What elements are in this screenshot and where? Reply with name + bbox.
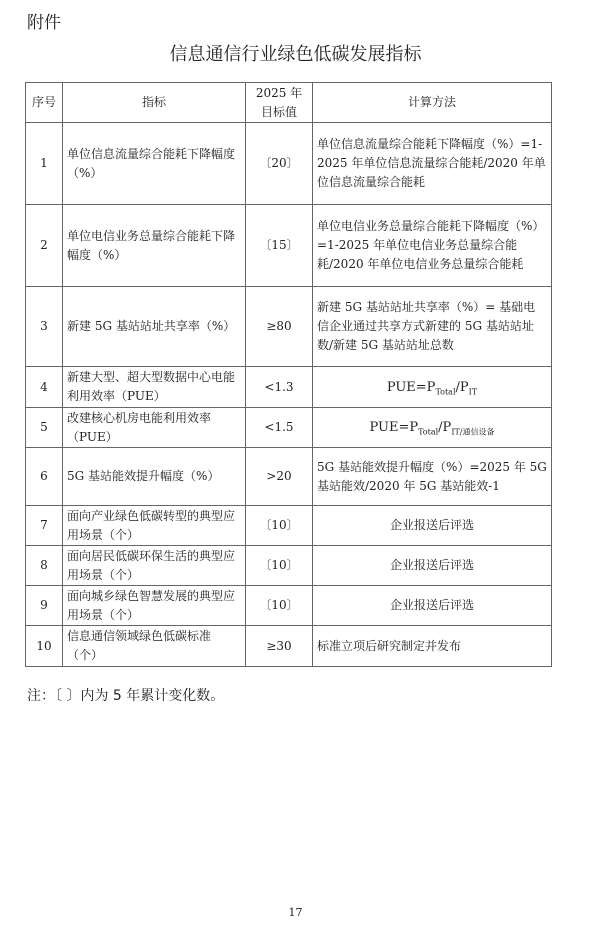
row-number: 5 [26,408,63,448]
table-row [26,367,552,408]
table-row [26,586,552,626]
indicator-cell: 新建大型、超大型数据中心电能利用效率（PUE） [63,367,246,408]
row-number: 2 [26,205,63,287]
indicator-cell: 信息通信领域绿色低碳标准（个） [63,626,246,667]
formula-text: PUE=P [386,379,436,395]
target-cell: 〔20〕 [246,123,313,205]
column-header-no: 序号 [26,83,63,123]
row-number: 8 [26,546,63,586]
row-number: 10 [26,626,63,667]
formula-subscript: IT/通信设备 [451,427,495,437]
table-row [26,546,552,586]
method-cell [313,367,552,408]
row-number: 7 [26,506,63,546]
formula-subscript: Total [435,387,456,397]
method-cell: 5G 基站能效提升幅度（%）=2025 年 5G 基站能效/2020 年 5G 基站能效-1 [313,448,552,506]
table-row [26,626,552,667]
indicator-cell: 单位信息流量综合能耗下降幅度（%） [63,123,246,205]
target-cell: <1.5 [246,408,313,448]
table-header-row [26,83,552,123]
table-row [26,123,552,205]
indicator-cell: 新建 5G 基站站址共享率（%） [63,287,246,367]
indicator-cell: 改建核心机房电能利用效率（PUE） [63,408,246,448]
target-cell: ≥80 [246,287,313,367]
formula-text: PUE=P [369,420,419,435]
formula-subscript: Total [418,427,439,437]
method-cell [313,408,552,448]
target-cell: ≥30 [246,626,313,667]
method-cell: 企业报送后评选 [313,546,552,586]
method-cell: 单位电信业务总量综合能耗下降幅度（%）=1-2025 年单位电信业务总量综合能耗/2020 年单位电信业务总量综合能耗 [313,205,552,287]
table-row [26,287,552,367]
indicator-cell: 面向产业绿色低碳转型的典型应用场景（个） [63,506,246,546]
target-cell: 〔10〕 [246,546,313,586]
target-cell: <1.3 [246,367,313,408]
table-row [26,205,552,287]
target-cell: 〔15〕 [246,205,313,287]
target-cell: 〔10〕 [246,586,313,626]
formula-text: /P [438,420,452,435]
column-header-target: 2025 年目标值 [246,83,313,123]
method-cell: 企业报送后评选 [313,506,552,546]
column-header-method: 计算方法 [313,83,552,123]
row-number: 4 [26,367,63,408]
target-cell: 〔10〕 [246,506,313,546]
page-title: 信息通信行业绿色低碳发展指标 [169,44,422,65]
indicator-cell: 面向居民低碳环保生活的典型应用场景（个） [63,546,246,586]
row-number: 9 [26,586,63,626]
row-number: 1 [26,123,63,205]
formula-subscript: IT [468,387,478,397]
method-cell: 新建 5G 基站站址共享率（%）= 基础电信企业通过共享方式新建的 5G 基站站址数/新建 5G 基站站址总数 [313,287,552,367]
method-cell: 企业报送后评选 [313,586,552,626]
indicator-cell: 单位电信业务总量综合能耗下降幅度（%） [63,205,246,287]
target-cell: >20 [246,448,313,506]
footnote: 注：〔 〕内为 5 年累计变化数。 [27,688,225,704]
method-cell: 标准立项后研究制定并发布 [313,626,552,667]
indicator-table [25,82,552,667]
table-row [26,506,552,546]
table-row [26,408,552,448]
page-number: 17 [288,906,303,919]
indicator-cell: 面向城乡绿色智慧发展的典型应用场景（个） [63,586,246,626]
column-header-indicator: 指标 [63,83,246,123]
indicator-cell: 5G 基站能效提升幅度（%） [63,448,246,506]
annex-label: 附件 [27,13,61,33]
method-cell: 单位信息流量综合能耗下降幅度（%）=1-2025 年单位信息流量综合能耗/2020 年单位信息流量综合能耗 [313,123,552,205]
formula-text: /P [455,379,469,395]
row-number: 3 [26,287,63,367]
table-row [26,448,552,506]
row-number: 6 [26,448,63,506]
